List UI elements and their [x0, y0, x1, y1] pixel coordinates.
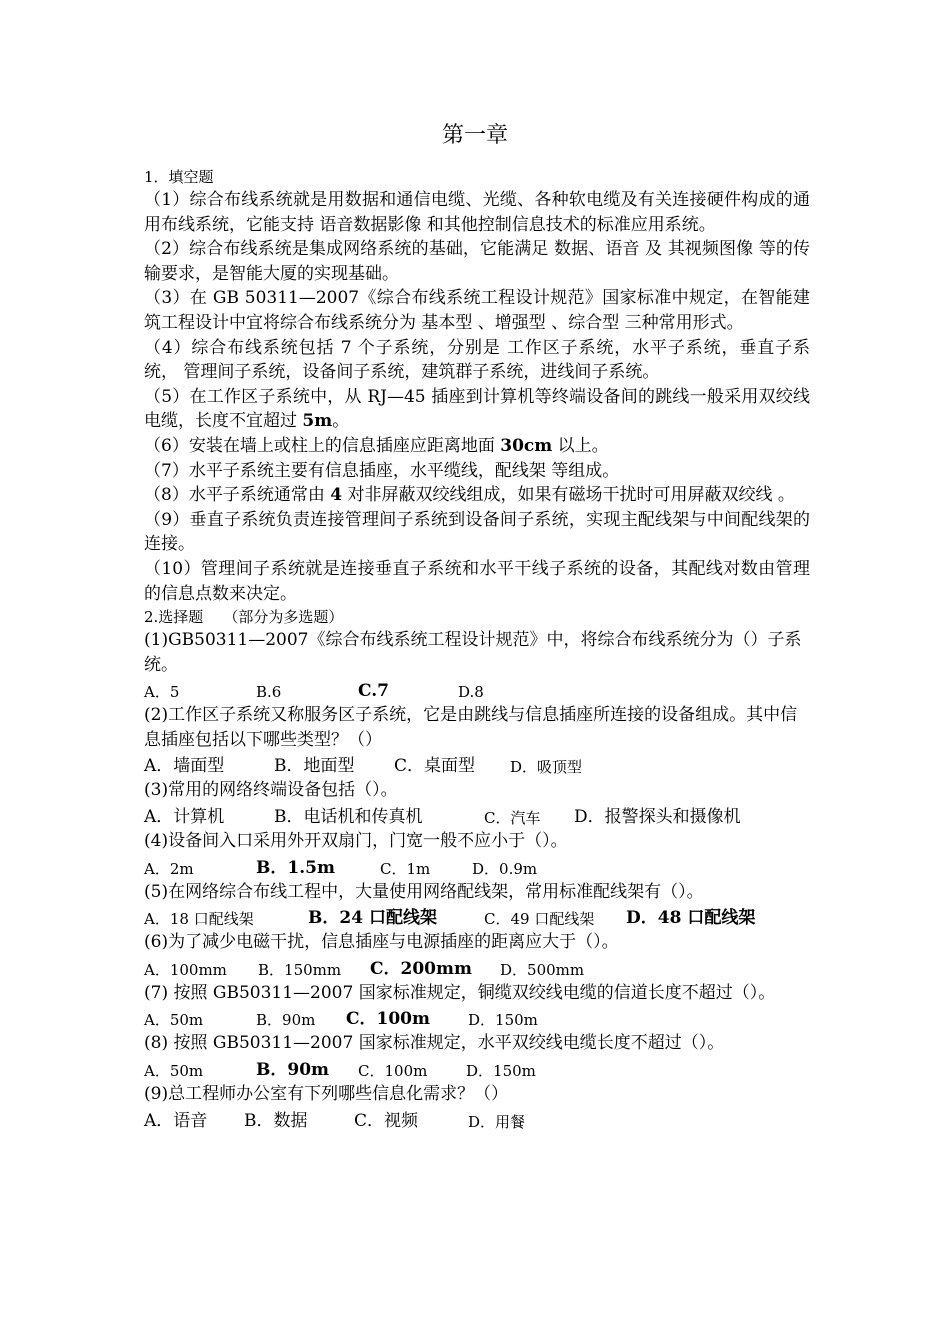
fill-item-8-text: （8）水平子系统通常由 [144, 485, 325, 506]
option-c: C．100m [346, 1009, 431, 1030]
fill-item-5-end: 。 [332, 411, 350, 432]
option-a: A．5 [144, 683, 180, 702]
option-d: D．150m [466, 1062, 536, 1081]
option-b: B．90m [256, 1060, 330, 1081]
choice-question-9: (9)总工程师办公室有下列哪些信息化需求？（） [144, 1084, 509, 1105]
option-c: C.7 [358, 681, 389, 702]
fill-item-8-end: 对非屏蔽双绞线组成，如果有磁场干扰时可用屏蔽双绞线 。 [347, 485, 795, 506]
fill-item-4: （4）综合布线系统包括 7 个子系统，分别是 工作区子系统，水平子系统，垂直子系统， 管理间子系统，设备间子系统，建筑群子系统，进线间子系统。 [144, 337, 810, 383]
fill-item-8 [144, 483, 810, 508]
choice-options-5 [144, 906, 810, 930]
option-a: A．墙面型 [144, 756, 225, 777]
option-c: C．49 口配线架 [484, 910, 595, 929]
section-heading-fill-blank: 1．填空题 [144, 168, 214, 186]
option-c: C．汽车 [484, 809, 541, 828]
option-b: B．150mm [258, 960, 342, 979]
option-a: A．18 口配线架 [144, 910, 254, 929]
option-b: B．地面型 [274, 756, 355, 777]
fill-item-5-answer: 5m [302, 411, 333, 432]
option-c: C．1m [380, 859, 431, 878]
option-c: C．200mm [370, 958, 472, 979]
choice-options-8 [144, 1058, 810, 1082]
choice-question-7: (7) 按照 GB50311—2007 国家标准规定，铜缆双绞线电缆的信道长度不超过（）。 [144, 982, 776, 1003]
option-d: D．用餐 [468, 1112, 526, 1131]
option-a: A．2m [144, 859, 194, 878]
option-a: A．50m [144, 1062, 204, 1081]
choice-question-3: (3)常用的网络终端设备包括（）。 [144, 780, 398, 801]
option-b: B.6 [256, 683, 282, 702]
choice-question-2: (2)工作区子系统又称服务区子系统，它是由跳线与信息插座所连接的设备组成。其中信息插座包括以下哪些类型？（） [144, 705, 798, 750]
option-a: A．语音 [144, 1110, 208, 1131]
fill-item-1: （1）综合布线系统就是用数据和通信电缆、光缆、各种软电缆及有关连接硬件构成的通用布线系统，它能支持 语音数据影像 和其他控制信息技术的标准应用系统。 [144, 190, 810, 235]
option-b: B．90m [256, 1011, 316, 1030]
choice-options-6 [144, 957, 810, 981]
choice-options-9 [144, 1109, 810, 1133]
option-d: D．0.9m [472, 859, 538, 878]
option-c: C．桌面型 [394, 756, 476, 777]
choice-question-5: (5)在网络综合布线工程中，大量使用网络配线架，常用标准配线架有（）。 [144, 881, 704, 902]
option-d: D．报警探头和摄像机 [574, 807, 741, 828]
section-heading-choice-note: （部分为多选题） [223, 608, 344, 627]
option-d: D．48 口配线架 [626, 908, 756, 929]
option-b: B．1.5m [256, 857, 335, 878]
option-d: D.8 [458, 683, 484, 702]
fill-item-2: （2）综合布线系统是集成网络系统的基础，它能满足 数据、语音 及 其视频图像 等的传输要求，是智能大厦的实现基础。 [144, 239, 810, 284]
fill-item-6 [144, 434, 810, 459]
fill-item-9: （9）垂直子系统负责连接管理间子系统到设备间子系统，实现主配线架与中间配线架的连接。 [144, 509, 810, 555]
document-content [144, 166, 810, 1133]
option-d: D．150m [468, 1011, 538, 1030]
choice-options-2 [144, 754, 810, 778]
choice-question-8: (8) 按照 GB50311—2007 国家标准规定，水平双绞线电缆长度不超过（）。 [144, 1033, 725, 1054]
chapter-title: 第一章 [441, 123, 508, 148]
choice-options-1 [144, 679, 810, 703]
fill-item-3: （3）在 GB 50311—2007《综合布线系统工程设计规范》国家标准中规定，在智能建筑工程设计中宜将综合布线系统分为 基本型 、增强型 、综合型 三种常用形式。 [144, 288, 810, 333]
fill-item-5 [144, 385, 810, 434]
option-c: C．100m [358, 1062, 428, 1081]
option-d: D．吸顶型 [510, 758, 583, 777]
option-b: B．24 口配线架 [308, 908, 437, 929]
fill-item-6-end: 以上。 [557, 435, 609, 456]
fill-item-6-text: （6）安装在墙上或柱上的信息插座应距离地面 [144, 435, 495, 456]
fill-item-6-answer: 30cm [500, 435, 553, 456]
option-a: A．100mm [144, 960, 227, 979]
choice-question-4: (4)设备间入口采用外开双扇门，门宽一般不应小于（）。 [144, 831, 568, 852]
choice-options-7 [144, 1007, 810, 1031]
option-a: A．50m [144, 1011, 204, 1030]
fill-item-5-text: （5）在工作区子系统中，从 RJ—45 插座到计算机等终端设备间的跳线一般采用双绞线电缆，长度不宜超过 [144, 386, 810, 432]
choice-options-3 [144, 805, 810, 829]
section-heading-choice [144, 606, 810, 628]
option-d: D．500mm [500, 960, 585, 979]
section-heading-choice-label: 2.选择题 [144, 608, 204, 627]
fill-item-10: （10）管理间子系统就是连接垂直子系统和水平干线子系统的设备，其配线对数由管理的信息点数来决定。 [144, 558, 810, 604]
choice-question-6: (6)为了减少电磁干扰，信息插座与电源插座的距离应大于（）。 [144, 932, 619, 953]
fill-item-7: （7）水平子系统主要有信息插座，水平缆线，配线架 等组成。 [144, 460, 620, 481]
choice-options-4 [144, 856, 810, 880]
choice-question-1: (1)GB50311—2007《综合布线系统工程设计规范》中，将综合布线系统分为（）子系统。 [144, 630, 802, 675]
option-b: B．电话机和传真机 [274, 807, 423, 828]
option-a: A．计算机 [144, 807, 225, 828]
fill-item-8-answer: 4 [330, 485, 343, 506]
option-b: B．数据 [244, 1110, 308, 1131]
option-c: C．视频 [354, 1110, 419, 1131]
